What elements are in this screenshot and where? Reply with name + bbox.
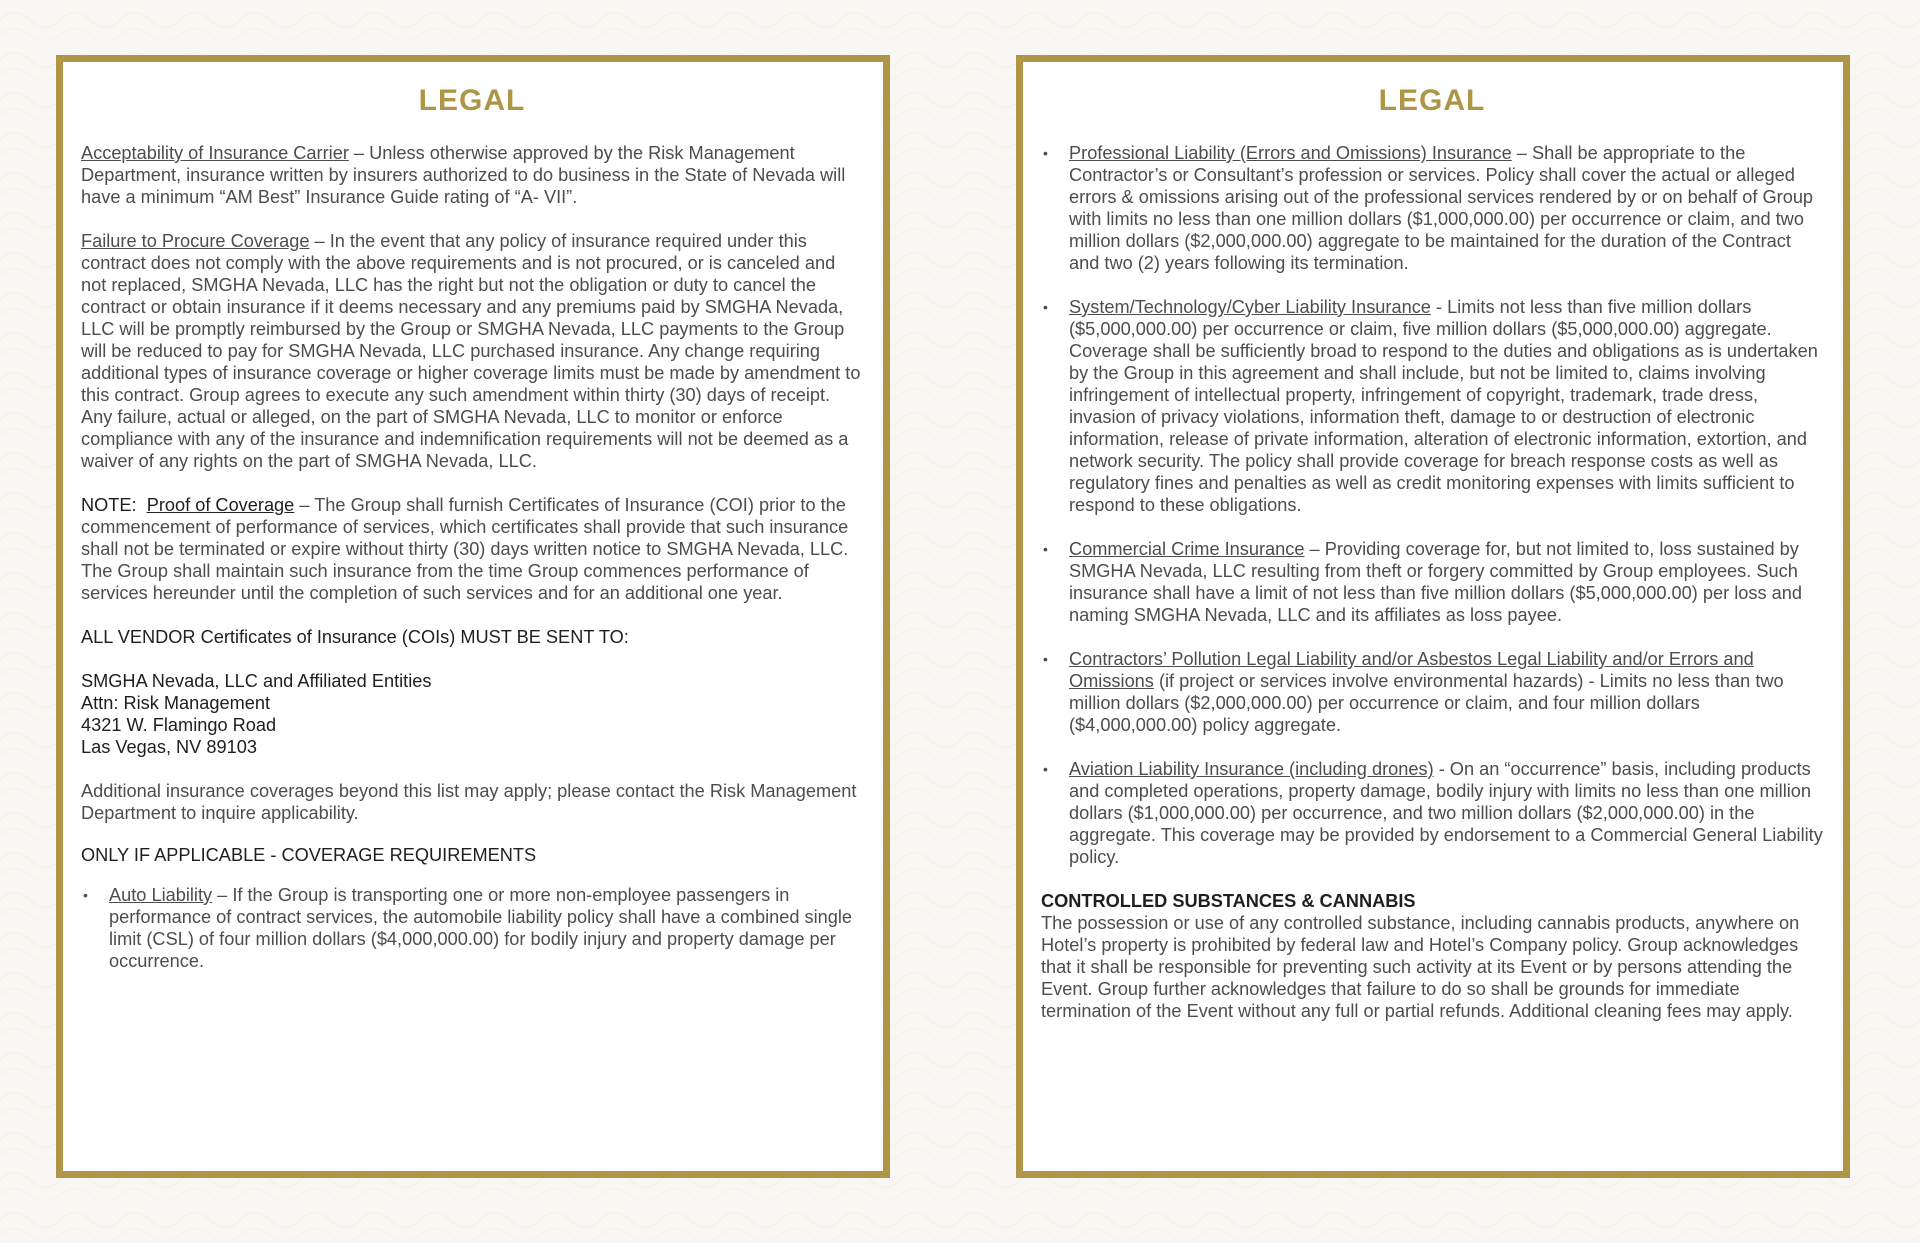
failure-heading: Failure to Procure Coverage bbox=[81, 231, 310, 251]
page-title-right: LEGAL bbox=[1378, 84, 1486, 117]
bullet-text: – If the Group is transporting one or more non-employee passengers in performance of contract services, the automobile liability policy shall have a combined single limit (CSL) of four million dollars ($4,000,000.00) for bodily injury and property damage per occurrence. bbox=[109, 885, 853, 971]
note-paragraph bbox=[81, 494, 863, 604]
failure-paragraph bbox=[81, 230, 863, 472]
page-title-left: LEGAL bbox=[418, 84, 526, 117]
address-line-3: 4321 W. Flamingo Road bbox=[81, 715, 277, 735]
bullet-icon: • bbox=[83, 887, 88, 903]
right-page-panel bbox=[1016, 55, 1850, 1178]
bullet-heading: Aviation Liability Insurance (including drones) bbox=[1069, 759, 1434, 779]
failure-text: – In the event that any policy of insurance required under this contract does not comply with the above requirements and is not procured, or is canceled and not replaced, SMGHA Nevada, LLC has the right but not the obligation or duty to cancel the contract or obtain insurance if it deems necessary and any premiums paid by SMGHA Nevada, LLC will be promptly reimbursed by the Group or SMGHA Nevada, LLC payments to the Group will be reduced to pay for SMGHA Nevada, LLC purchased insurance. Any change requiring additional types of insurance coverage or higher coverage limits must be made by amendment to this contract. Group agrees to execute any such amendment within thirty (30) days of receipt. Any failure, actual or alleged, on the part of SMGHA Nevada, LLC to monitor or enforce compliance with any of the insurance and indemnification requirements will not be deemed as a waiver of any rights on the part of SMGHA Nevada, LLC. bbox=[81, 231, 861, 471]
acceptability-paragraph bbox=[81, 142, 863, 208]
acceptability-heading: Acceptability of Insurance Carrier bbox=[81, 143, 349, 163]
applicable-heading: ONLY IF APPLICABLE - COVERAGE REQUIREMENTS bbox=[81, 845, 537, 865]
list-item bbox=[1041, 758, 1823, 868]
list-item bbox=[1041, 142, 1823, 274]
list-item bbox=[1041, 648, 1823, 736]
list-item bbox=[1041, 296, 1823, 516]
bullet-text: - On an “occurrence” basis, including products and completed operations, property damage, bodily injury with limits no less than one million dollars ($1,000,000.00) per occurrence, and two million dollars ($2,000,000.00) in the aggregate. This coverage may be provided by endorsement to a Commercial General Liability policy. bbox=[1069, 759, 1823, 867]
note-prefix: NOTE: bbox=[81, 495, 147, 515]
bullet-heading: System/Technology/Cyber Liability Insurance bbox=[1069, 297, 1431, 317]
bullet-heading: Contractors’ Pollution Legal Liability and/or Asbestos Legal Liability and/or Errors and Omissions bbox=[1069, 649, 1754, 691]
bullet-text: (if project or services involve environmental hazards) - Limits no less than two million dollars ($2,000,000.00) per occurrence or claim, and four million dollars ($4,000,000.00) policy aggregate. bbox=[1069, 671, 1784, 735]
bullet-heading: Commercial Crime Insurance bbox=[1069, 539, 1305, 559]
vendor-heading: ALL VENDOR Certificates of Insurance (COIs) MUST BE SENT TO: bbox=[81, 627, 629, 647]
bullet-heading: Professional Liability (Errors and Omissions) Insurance bbox=[1069, 143, 1512, 163]
bullet-text: - Limits not less than five million dollars ($5,000,000.00) per occurrence or claim, five million dollars ($5,000,000.00) aggregate. Coverage shall be sufficiently broad to respond to the duties and obligations as is undertaken by the Group in this agreement and shall include, but not be limited to, claims involving infringement of intellectual property, infringement of copyright, trademark, trade dress, invasion of privacy violations, information theft, damage to or destruction of electronic information, release of private information, alteration of electronic information, extortion, and network security. The policy shall provide coverage for breach response costs as well as regulatory fines and penalties as well as credit monitoring expenses with limits sufficient to respond to these obligations. bbox=[1069, 297, 1818, 515]
controlled-substances-heading: CONTROLLED SUBSTANCES & CANNABIS bbox=[1041, 891, 1416, 911]
proof-of-coverage-heading: Proof of Coverage bbox=[146, 495, 295, 515]
left-page-panel bbox=[56, 55, 890, 1178]
bullet-icon: • bbox=[1043, 299, 1048, 315]
address-line-2: Attn: Risk Management bbox=[81, 693, 271, 713]
bullet-text: – Providing coverage for, but not limited to, loss sustained by SMGHA Nevada, LLC resulting from theft or forgery committed by Group employees. Such insurance shall have a limit of not less than five million dollars ($5,000,000.00) per loss and naming SMGHA Nevada, LLC and its affiliates as loss payee. bbox=[1069, 539, 1802, 625]
bullet-text: – Shall be appropriate to the Contractor’s or Consultant’s profession or services. Policy shall cover the actual or alleged errors & omissions arising out of the professional services rendered by or on behalf of Group with limits no less than one million dollars ($1,000,000.00) per occurrence or claim, and two million dollars ($2,000,000.00) aggregate to be maintained for the duration of the Contract and two (2) years following its termination. bbox=[1069, 143, 1814, 273]
bullet-icon: • bbox=[1043, 145, 1048, 161]
list-item bbox=[1041, 538, 1823, 626]
controlled-substances-text: The possession or use of any controlled substance, including cannabis products, anywhere on Hotel’s property is prohibited by federal law and Hotel’s Company policy. Group acknowledges that it shall be responsible for preventing such activity at its Event or by persons attending the Event. Group further acknowledges that failure to do so shall be grounds for immediate termination of the Event without any full or partial refunds. Additional cleaning fees may apply. bbox=[1041, 913, 1800, 1021]
right-page-body bbox=[1041, 142, 1823, 1022]
acceptability-text: – Unless otherwise approved by the Risk Management Department, insurance written by insurers authorized to do business in the State of Nevada will have a minimum “AM Best” Insurance Guide rating of “A- VII”. bbox=[81, 143, 846, 207]
additional-coverage-note: Additional insurance coverages beyond this list may apply; please contact the Risk Management Department to inquire applicability. bbox=[81, 781, 857, 823]
bullet-heading: Auto Liability bbox=[109, 885, 213, 905]
bullet-icon: • bbox=[1043, 761, 1048, 777]
address-line-4: Las Vegas, NV 89103 bbox=[81, 737, 257, 757]
address-line-1: SMGHA Nevada, LLC and Affiliated Entities bbox=[81, 671, 432, 691]
bullet-icon: • bbox=[1043, 541, 1048, 557]
mailing-address bbox=[81, 670, 863, 758]
left-page-body bbox=[81, 142, 863, 972]
bullet-icon: • bbox=[1043, 651, 1048, 667]
left-bullet-list bbox=[81, 884, 863, 972]
right-bullet-list bbox=[1041, 142, 1823, 868]
note-text: – The Group shall furnish Certificates of Insurance (COI) prior to the commencement of performance of services, which certificates shall provide that such insurance shall not be terminated or expire without thirty (30) days written notice to SMGHA Nevada, LLC. The Group shall maintain such insurance from the time Group commences performance of services hereunder until the completion of such services and for an additional one year. bbox=[81, 495, 849, 603]
list-item bbox=[81, 884, 863, 972]
